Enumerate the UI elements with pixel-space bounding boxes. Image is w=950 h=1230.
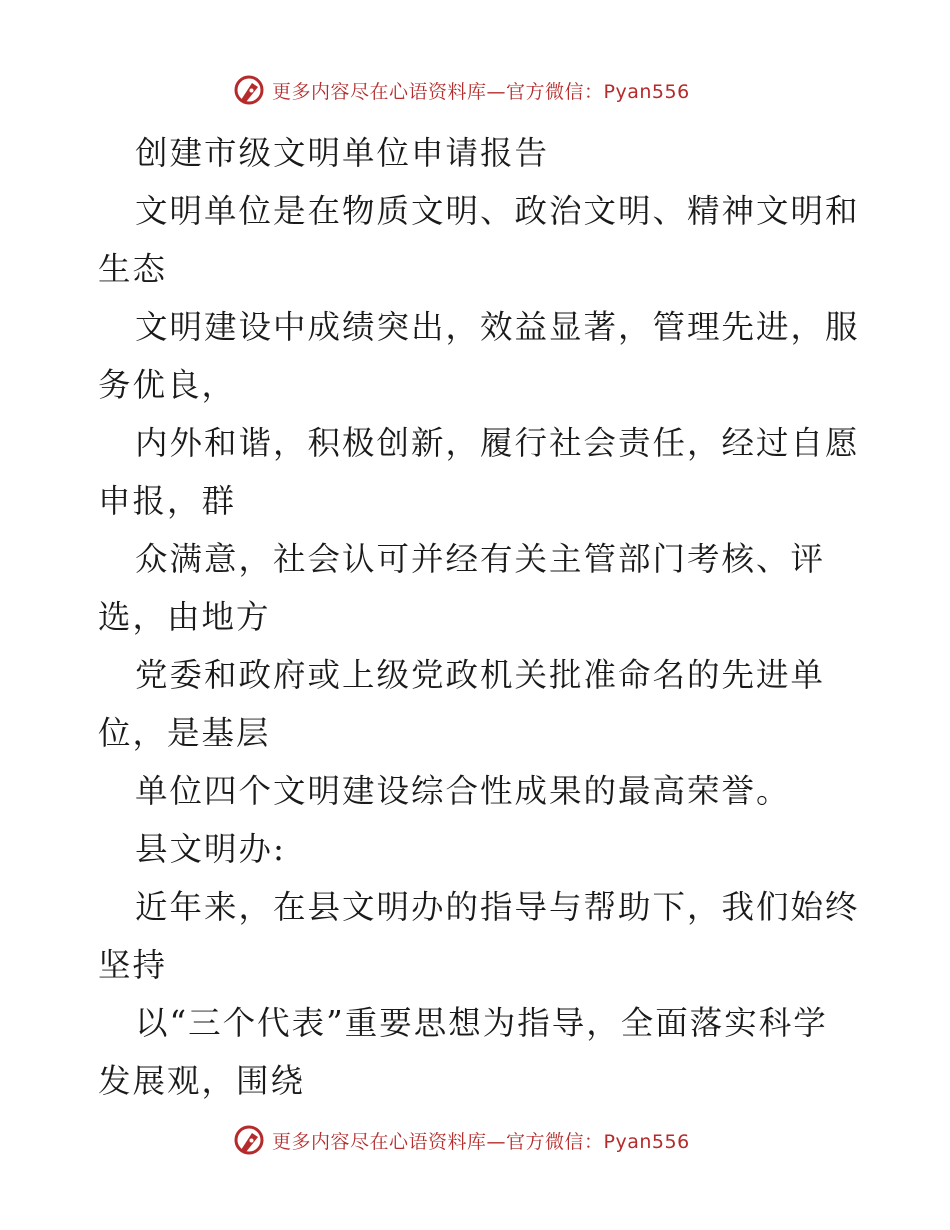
footer-banner-text: 更多内容尽在心语资料库—官方微信：Pyan556: [272, 1130, 690, 1153]
pen-nib-logo-icon: [232, 73, 266, 107]
document-line: 近年来，在县文明办的指导与帮助下，我们始终: [135, 888, 860, 926]
header-banner-text: 更多内容尽在心语资料库—官方微信：Pyan556: [272, 80, 690, 103]
document-line: 单位四个文明建设综合性成果的最高荣誉。: [135, 772, 791, 810]
document-line: 务优良，: [98, 366, 237, 404]
document-line: 发展观，围绕: [98, 1062, 306, 1100]
pen-nib-logo-icon: [232, 1123, 266, 1157]
document-body: [98, 124, 858, 1110]
document-salutation: 县文明办:: [135, 830, 286, 868]
document-line: 坚持: [98, 946, 168, 984]
document-line: 位，是基层: [98, 714, 271, 752]
document-line: 选，由地方: [98, 598, 271, 636]
document-line: 众满意，社会认可并经有关主管部门考核、评: [135, 540, 826, 578]
document-line: 文明单位是在物质文明、政治文明、精神文明和: [135, 192, 860, 230]
document-line: 生态: [98, 250, 168, 288]
footer-banner: [232, 1120, 690, 1160]
document-line: 内外和谐，积极创新，履行社会责任，经过自愿: [135, 424, 860, 462]
document-line: 党委和政府或上级党政机关批准命名的先进单: [135, 656, 826, 694]
document-line: 申报，群: [98, 482, 237, 520]
header-banner: [232, 70, 690, 110]
document-line: 文明建设中成绩突出，效益显著，管理先进，服: [135, 308, 860, 346]
document-title: 创建市级文明单位申请报告: [135, 134, 550, 172]
document-line: 以“三个代表”重要思想为指导，全面落实科学: [135, 1004, 828, 1042]
